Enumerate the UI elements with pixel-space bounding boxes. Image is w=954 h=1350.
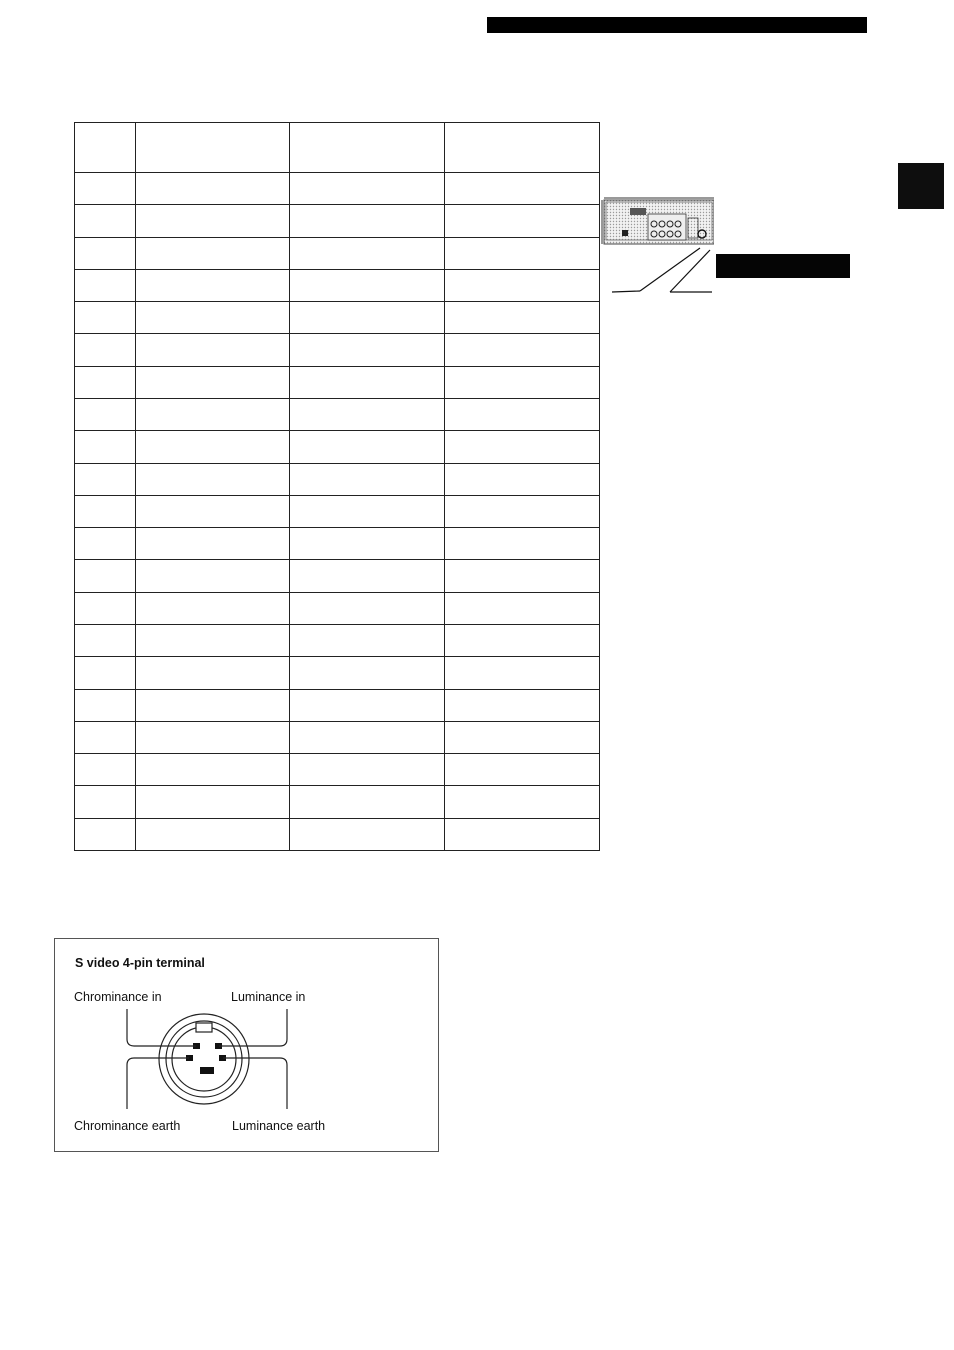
table-cell xyxy=(75,463,136,495)
luminance-in-label: Luminance in xyxy=(231,990,306,1004)
table-row xyxy=(75,657,600,689)
table-cell xyxy=(136,334,290,366)
table-cell xyxy=(290,495,445,527)
table-row xyxy=(75,205,600,237)
table-cell xyxy=(290,123,445,173)
table-cell xyxy=(445,495,600,527)
table-cell xyxy=(136,123,290,173)
header-bar xyxy=(487,17,867,33)
table-cell xyxy=(75,431,136,463)
svideo-terminal-box xyxy=(54,938,439,1152)
table-cell xyxy=(136,398,290,430)
table-cell xyxy=(136,269,290,301)
table-row xyxy=(75,495,600,527)
table-cell xyxy=(290,237,445,269)
table-cell xyxy=(290,721,445,753)
table-cell xyxy=(290,334,445,366)
table-cell xyxy=(136,592,290,624)
table-cell xyxy=(445,123,600,173)
table-cell xyxy=(445,818,600,850)
table-cell xyxy=(75,366,136,398)
table-cell xyxy=(290,624,445,656)
chrominance-in-label: Chrominance in xyxy=(74,990,162,1004)
table-header-row xyxy=(75,123,600,173)
table-row xyxy=(75,334,600,366)
table-cell xyxy=(445,398,600,430)
table-cell xyxy=(445,754,600,786)
table-cell xyxy=(136,302,290,334)
table-cell xyxy=(75,334,136,366)
table-row xyxy=(75,689,600,721)
table-cell xyxy=(445,205,600,237)
table-cell xyxy=(75,818,136,850)
table-cell xyxy=(75,205,136,237)
table-row xyxy=(75,754,600,786)
table-cell xyxy=(75,123,136,173)
table-cell xyxy=(136,431,290,463)
table-cell xyxy=(445,528,600,560)
table-cell xyxy=(290,398,445,430)
table-cell xyxy=(290,366,445,398)
table-cell xyxy=(75,237,136,269)
label-bar xyxy=(716,254,850,278)
table-cell xyxy=(136,560,290,592)
table-cell xyxy=(290,205,445,237)
table-row xyxy=(75,818,600,850)
rear-panel-illustration xyxy=(600,196,714,296)
table-row xyxy=(75,431,600,463)
table-row xyxy=(75,786,600,818)
table-cell xyxy=(290,560,445,592)
table-cell xyxy=(445,269,600,301)
table-cell xyxy=(290,431,445,463)
table-cell xyxy=(445,721,600,753)
table-cell xyxy=(136,237,290,269)
table-cell xyxy=(75,689,136,721)
luminance-earth-label: Luminance earth xyxy=(232,1119,326,1133)
svideo-title: S video 4-pin terminal xyxy=(75,956,205,970)
table-cell xyxy=(75,269,136,301)
table-cell xyxy=(136,721,290,753)
table-cell xyxy=(75,721,136,753)
table-cell xyxy=(136,173,290,205)
table-cell xyxy=(136,818,290,850)
table-cell xyxy=(290,818,445,850)
table-cell xyxy=(445,334,600,366)
table-cell xyxy=(136,366,290,398)
table-cell xyxy=(445,431,600,463)
chrominance-earth-label: Chrominance earth xyxy=(74,1119,181,1133)
table-cell xyxy=(290,463,445,495)
table-cell xyxy=(75,592,136,624)
table-cell xyxy=(75,624,136,656)
table-cell xyxy=(290,754,445,786)
table-row xyxy=(75,592,600,624)
table-cell xyxy=(290,657,445,689)
table-cell xyxy=(75,560,136,592)
table-cell xyxy=(75,754,136,786)
table-cell xyxy=(445,592,600,624)
table-cell xyxy=(445,560,600,592)
table-cell xyxy=(136,528,290,560)
table-cell xyxy=(75,398,136,430)
table-cell xyxy=(445,302,600,334)
table-row xyxy=(75,366,600,398)
table-cell xyxy=(75,657,136,689)
table-cell xyxy=(75,495,136,527)
table-row xyxy=(75,528,600,560)
table-row xyxy=(75,398,600,430)
table-row xyxy=(75,302,600,334)
table-cell xyxy=(136,786,290,818)
table-row xyxy=(75,173,600,205)
table-cell xyxy=(290,786,445,818)
table-row xyxy=(75,721,600,753)
table-cell xyxy=(290,528,445,560)
table-row xyxy=(75,237,600,269)
svideo-connector-diagram xyxy=(55,939,438,1151)
table-cell xyxy=(75,528,136,560)
table-cell xyxy=(75,786,136,818)
table-row xyxy=(75,624,600,656)
table-cell xyxy=(136,624,290,656)
table-cell xyxy=(445,786,600,818)
table-cell xyxy=(290,689,445,721)
table-cell xyxy=(445,657,600,689)
table-cell xyxy=(445,624,600,656)
table-row xyxy=(75,560,600,592)
table-cell xyxy=(75,173,136,205)
table-cell xyxy=(290,592,445,624)
table-cell xyxy=(136,495,290,527)
table-cell xyxy=(136,657,290,689)
table-cell xyxy=(136,205,290,237)
table-cell xyxy=(445,689,600,721)
table-cell xyxy=(136,754,290,786)
table-cell xyxy=(136,689,290,721)
section-tab xyxy=(898,163,944,209)
table-cell xyxy=(445,463,600,495)
table-cell xyxy=(136,463,290,495)
table-cell xyxy=(445,366,600,398)
table-cell xyxy=(445,173,600,205)
table-cell xyxy=(75,302,136,334)
table-cell xyxy=(290,269,445,301)
table-cell xyxy=(290,302,445,334)
pin-table xyxy=(74,122,600,851)
table-cell xyxy=(290,173,445,205)
table-row xyxy=(75,269,600,301)
table-row xyxy=(75,463,600,495)
table-cell xyxy=(445,237,600,269)
